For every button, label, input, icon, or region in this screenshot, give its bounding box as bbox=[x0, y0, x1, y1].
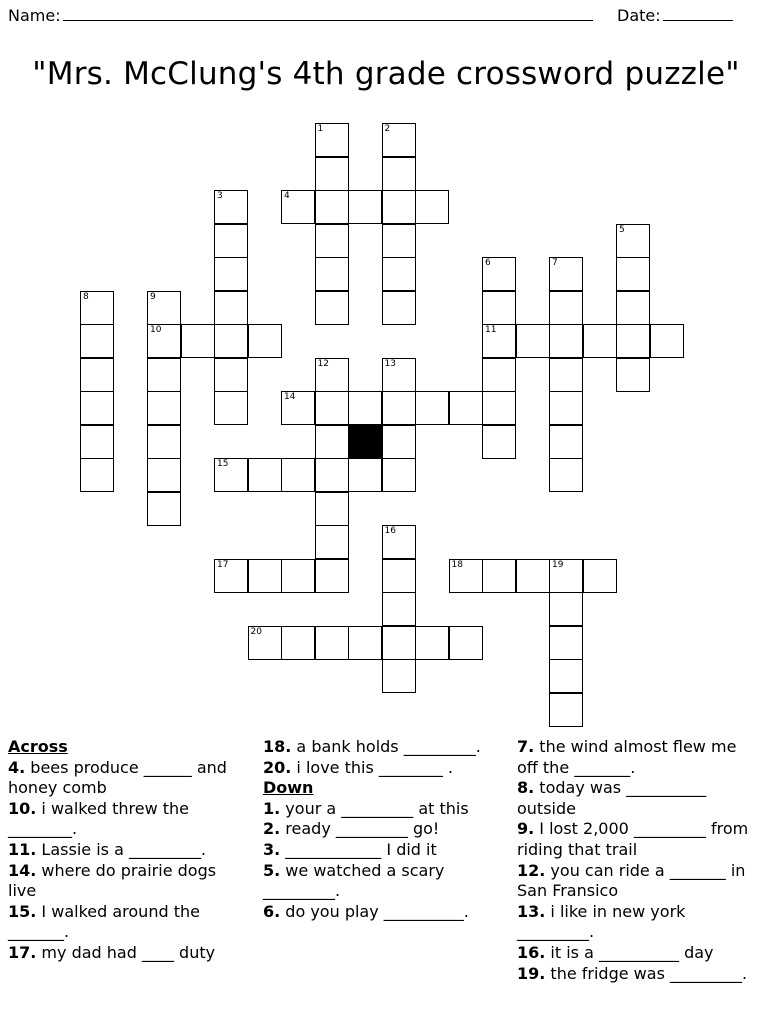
clue-text: the wind almost flew me off the _______. bbox=[517, 737, 737, 777]
clue-number: 10 bbox=[150, 325, 162, 335]
grid-cell[interactable] bbox=[315, 190, 349, 224]
grid-cell[interactable] bbox=[482, 324, 516, 358]
clue-text: the fridge was _________. bbox=[545, 963, 748, 983]
grid-cell[interactable] bbox=[516, 324, 550, 358]
clue-number: 1 bbox=[317, 124, 324, 134]
grid-cell[interactable] bbox=[214, 190, 248, 224]
grid-cell[interactable] bbox=[382, 257, 416, 291]
clue-text: I walked around the _______. bbox=[8, 901, 200, 942]
grid-cell[interactable] bbox=[616, 324, 650, 358]
clue-num: 18. bbox=[263, 737, 292, 756]
clue-item bbox=[8, 799, 240, 840]
clue-text: your a _________ at this bbox=[280, 798, 469, 818]
grid-cell[interactable] bbox=[147, 358, 181, 392]
grid-cell[interactable] bbox=[248, 324, 282, 358]
clue-item bbox=[517, 819, 757, 860]
clue-item bbox=[517, 902, 757, 943]
grid-cell[interactable] bbox=[315, 425, 349, 459]
clue-text: i walked threw the ________. bbox=[8, 798, 189, 839]
grid-cell[interactable] bbox=[147, 492, 181, 526]
grid-cell[interactable] bbox=[315, 626, 349, 660]
grid-cell[interactable] bbox=[281, 458, 315, 492]
grid-cell[interactable] bbox=[382, 391, 416, 425]
grid-cell[interactable] bbox=[549, 693, 583, 727]
grid-cell[interactable] bbox=[449, 626, 483, 660]
grid-cell[interactable] bbox=[382, 224, 416, 258]
grid-cell[interactable] bbox=[482, 358, 516, 392]
grid-cell[interactable] bbox=[348, 190, 382, 224]
grid-cell[interactable] bbox=[549, 659, 583, 693]
clue-num: 13. bbox=[517, 901, 546, 921]
clue-num: 4. bbox=[8, 757, 26, 777]
grid-cell[interactable] bbox=[80, 425, 114, 459]
grid-cell[interactable] bbox=[616, 257, 650, 291]
grid-cell[interactable] bbox=[214, 391, 248, 425]
grid-cell[interactable] bbox=[382, 559, 416, 593]
clue-item bbox=[263, 902, 503, 923]
grid-cell[interactable] bbox=[315, 458, 349, 492]
clue-number: 6 bbox=[485, 258, 491, 268]
black-cell bbox=[348, 425, 382, 459]
clue-num: 7. bbox=[517, 737, 535, 756]
grid-cell[interactable] bbox=[382, 190, 416, 224]
grid-cell[interactable] bbox=[415, 626, 449, 660]
clue-text: i love this ________ . bbox=[291, 757, 454, 777]
clue-num: 12. bbox=[517, 860, 546, 880]
clue-text: where do prairie dogs live bbox=[8, 860, 217, 901]
clue-number: 4 bbox=[284, 191, 290, 201]
grid-cell[interactable] bbox=[147, 291, 181, 325]
grid-cell[interactable] bbox=[549, 458, 583, 492]
grid-cell[interactable] bbox=[549, 425, 583, 459]
clue-text: you can ride a _______ in San Fransico bbox=[517, 860, 746, 901]
clue-number: 2 bbox=[384, 124, 391, 134]
grid-cell[interactable] bbox=[583, 559, 617, 593]
grid-cell[interactable] bbox=[214, 224, 248, 258]
grid-cell[interactable] bbox=[549, 391, 583, 425]
grid-cell[interactable] bbox=[281, 559, 315, 593]
clue-num: 16. bbox=[517, 942, 546, 962]
clue-number: 11 bbox=[485, 325, 497, 335]
grid-cell[interactable] bbox=[315, 391, 349, 425]
grid-cell[interactable] bbox=[482, 425, 516, 459]
grid-cell[interactable] bbox=[549, 592, 583, 626]
grid-cell[interactable] bbox=[549, 291, 583, 325]
grid-cell[interactable] bbox=[415, 391, 449, 425]
grid-cell[interactable] bbox=[382, 592, 416, 626]
grid-cell[interactable] bbox=[147, 324, 181, 358]
clue-number: 19 bbox=[552, 559, 564, 570]
grid-cell[interactable] bbox=[549, 257, 583, 291]
clue-number: 13 bbox=[384, 358, 396, 369]
grid-cell[interactable] bbox=[315, 525, 349, 559]
clue-number: 3 bbox=[217, 191, 223, 201]
clue-item bbox=[517, 737, 757, 778]
clue-num: 17. bbox=[8, 942, 37, 962]
clues-column-1 bbox=[8, 737, 240, 964]
grid-cell[interactable] bbox=[248, 458, 282, 492]
grid-cell[interactable] bbox=[214, 291, 248, 325]
grid-cell[interactable] bbox=[549, 358, 583, 392]
grid-cell[interactable] bbox=[650, 324, 684, 358]
clue-item bbox=[8, 840, 240, 861]
clue-number: 14 bbox=[284, 392, 296, 402]
clue-item bbox=[263, 799, 503, 820]
clue-text: a bank holds _________. bbox=[291, 737, 481, 756]
clue-text: do you play __________. bbox=[280, 901, 469, 921]
grid-cell[interactable] bbox=[616, 358, 650, 392]
grid-cell[interactable] bbox=[348, 391, 382, 425]
clue-item bbox=[517, 861, 757, 902]
clue-num: 9. bbox=[517, 819, 535, 839]
date-label: Date: bbox=[617, 6, 661, 25]
grid-cell[interactable] bbox=[549, 559, 583, 593]
grid-cell[interactable] bbox=[315, 291, 349, 325]
clue-item bbox=[8, 902, 240, 943]
clue-text: ____________ I did it bbox=[280, 839, 437, 859]
section-heading-across: Across bbox=[8, 737, 68, 756]
clue-num: 6. bbox=[263, 901, 281, 921]
clue-num: 2. bbox=[263, 819, 281, 839]
clue-number: 12 bbox=[317, 358, 329, 369]
grid-cell[interactable] bbox=[348, 626, 382, 660]
grid-cell[interactable] bbox=[348, 458, 382, 492]
grid-cell[interactable] bbox=[315, 358, 349, 392]
grid-cell[interactable] bbox=[214, 559, 248, 593]
clue-text: bees produce ______ and honey comb bbox=[8, 757, 227, 798]
grid-cell[interactable] bbox=[482, 291, 516, 325]
clues-column-3 bbox=[517, 737, 757, 984]
grid-cell[interactable] bbox=[80, 358, 114, 392]
clue-text: I lost 2,000 _________ from riding that trail bbox=[517, 819, 749, 859]
clues-column-2 bbox=[263, 737, 503, 922]
clue-number: 7 bbox=[552, 258, 558, 268]
grid-cell[interactable] bbox=[616, 291, 650, 325]
grid-cell[interactable] bbox=[248, 626, 282, 660]
clue-num: 3. bbox=[263, 839, 281, 859]
clue-item bbox=[8, 758, 240, 799]
clue-num: 19. bbox=[517, 963, 546, 983]
clue-num: 1. bbox=[263, 798, 281, 818]
grid-cell[interactable] bbox=[147, 425, 181, 459]
grid-cell[interactable] bbox=[80, 291, 114, 325]
grid-cell[interactable] bbox=[382, 659, 416, 693]
clue-number: 20 bbox=[250, 626, 262, 637]
grid-cell[interactable] bbox=[214, 458, 248, 492]
puzzle-title: "Mrs. McClung's 4th grade crossword puzzle" bbox=[32, 56, 740, 92]
name-label: Name: bbox=[8, 6, 61, 25]
clue-item bbox=[263, 840, 503, 861]
grid-cell[interactable] bbox=[382, 458, 416, 492]
grid-cell[interactable] bbox=[214, 257, 248, 291]
grid-cell[interactable] bbox=[516, 559, 550, 593]
clue-num: 8. bbox=[517, 778, 535, 798]
grid-cell[interactable] bbox=[482, 257, 516, 291]
grid-cell[interactable] bbox=[147, 458, 181, 492]
clue-item bbox=[517, 943, 757, 964]
clue-text: today was __________ outside bbox=[517, 778, 707, 818]
grid-cell[interactable] bbox=[382, 525, 416, 559]
clue-number: 8 bbox=[83, 291, 89, 302]
clue-num: 14. bbox=[8, 860, 37, 880]
grid-cell[interactable] bbox=[80, 391, 114, 425]
clue-text: Lassie is a _________. bbox=[36, 839, 207, 859]
grid-cell[interactable] bbox=[315, 157, 349, 191]
grid-cell[interactable] bbox=[616, 224, 650, 258]
clue-number: 5 bbox=[619, 224, 625, 235]
grid-cell[interactable] bbox=[449, 391, 483, 425]
grid-cell[interactable] bbox=[80, 324, 114, 358]
grid-cell[interactable] bbox=[549, 324, 583, 358]
grid-cell[interactable] bbox=[482, 391, 516, 425]
grid-cell[interactable] bbox=[281, 190, 315, 224]
grid-cell[interactable] bbox=[482, 559, 516, 593]
grid-cell[interactable] bbox=[382, 425, 416, 459]
grid-cell[interactable] bbox=[315, 257, 349, 291]
grid-cell[interactable] bbox=[281, 391, 315, 425]
grid-cell[interactable] bbox=[248, 559, 282, 593]
clue-text: my dad had ____ duty bbox=[36, 942, 216, 962]
grid-cell[interactable] bbox=[382, 626, 416, 660]
grid-cell[interactable] bbox=[214, 358, 248, 392]
grid-cell[interactable] bbox=[281, 626, 315, 660]
grid-cell[interactable] bbox=[382, 358, 416, 392]
grid-cell[interactable] bbox=[315, 559, 349, 593]
clue-num: 11. bbox=[8, 839, 37, 859]
grid-cell[interactable] bbox=[549, 626, 583, 660]
clue-item bbox=[517, 964, 757, 985]
clue-item bbox=[263, 819, 503, 840]
clue-item bbox=[517, 778, 757, 819]
grid-cell[interactable] bbox=[315, 224, 349, 258]
grid-cell[interactable] bbox=[147, 391, 181, 425]
clue-num: 20. bbox=[263, 757, 292, 777]
clue-number: 18 bbox=[451, 559, 463, 570]
clue-item bbox=[8, 861, 240, 902]
clue-item bbox=[263, 861, 503, 902]
clue-item bbox=[8, 943, 240, 964]
clue-item bbox=[263, 758, 503, 779]
grid-cell[interactable] bbox=[382, 157, 416, 191]
grid-cell[interactable] bbox=[382, 123, 416, 157]
clue-text: ready _________ go! bbox=[280, 819, 440, 839]
clue-number: 17 bbox=[217, 559, 229, 570]
grid-cell[interactable] bbox=[583, 324, 617, 358]
grid-cell[interactable] bbox=[80, 458, 114, 492]
grid-cell[interactable] bbox=[315, 492, 349, 526]
grid-cell[interactable] bbox=[449, 559, 483, 593]
grid-cell[interactable] bbox=[315, 123, 349, 157]
clue-number: 9 bbox=[150, 291, 156, 302]
grid-cell[interactable] bbox=[415, 190, 449, 224]
clue-num: 5. bbox=[263, 860, 281, 880]
clue-item bbox=[263, 737, 503, 758]
section-heading-down: Down bbox=[263, 778, 314, 798]
grid-cell[interactable] bbox=[181, 324, 215, 358]
clue-number: 15 bbox=[217, 459, 229, 469]
clue-text: we watched a scary _________. bbox=[263, 860, 445, 901]
clue-num: 10. bbox=[8, 798, 37, 818]
clue-number: 16 bbox=[384, 526, 396, 536]
clue-text: i like in new york _________. bbox=[517, 901, 686, 942]
grid-cell[interactable] bbox=[382, 291, 416, 325]
clue-text: it is a __________ day bbox=[545, 942, 714, 962]
grid-cell[interactable] bbox=[214, 324, 248, 358]
clue-num: 15. bbox=[8, 901, 37, 921]
